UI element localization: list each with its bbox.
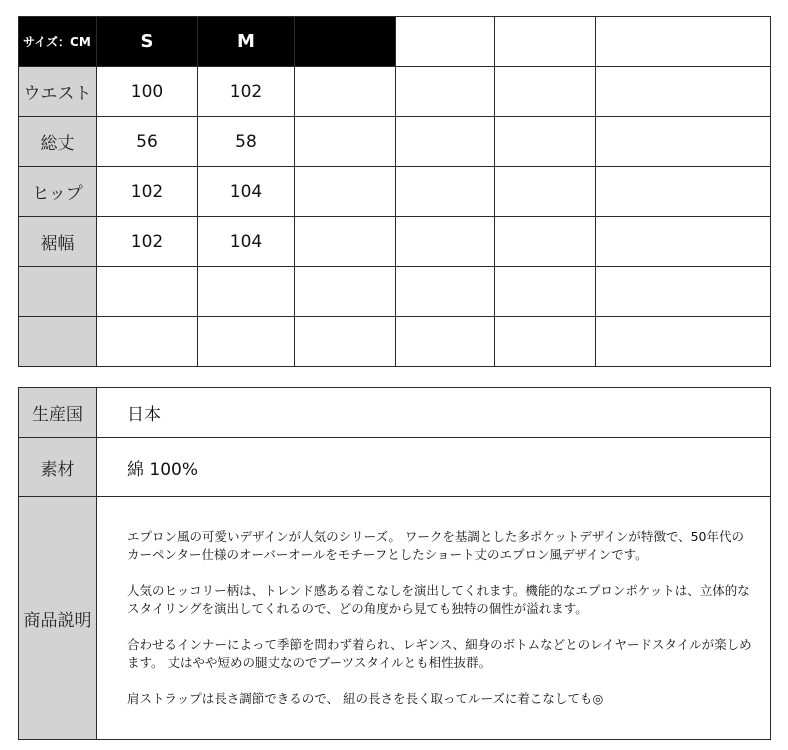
size-empty-cell xyxy=(596,167,771,217)
material-label: 素材 xyxy=(19,438,97,497)
size-s-header: S xyxy=(97,17,198,67)
value-m-hem: 104 xyxy=(198,217,295,267)
size-header-row xyxy=(19,17,771,67)
value-s-length: 56 xyxy=(97,117,198,167)
size-empty-cell xyxy=(295,167,396,217)
size-empty-cell xyxy=(596,17,771,67)
size-empty-cell xyxy=(396,217,495,267)
size-empty-cell xyxy=(97,317,198,367)
row-label-hip: ヒップ xyxy=(19,167,97,217)
size-empty-cell xyxy=(495,167,596,217)
size-empty-cell xyxy=(596,317,771,367)
description-paragraph: 人気のヒッコリー柄は、トレンド感ある着こなしを演出してくれます。機能的なエプロンポケットは、立体的なスタイリングを演出してくれるので、どの角度から見ても独特の個性が溢れます。 xyxy=(127,583,750,616)
size-empty-cell xyxy=(295,67,396,117)
size-row-hip xyxy=(19,167,771,217)
size-empty-cell xyxy=(495,17,596,67)
description-row xyxy=(19,497,771,740)
description-paragraph: エプロン風の可愛いデザインが人気のシリーズ。 ワークを基調とした多ポケットデザインが特徴で、50年代のカーペンター仕様のオーバーオールをモチーフとしたショート丈のエプロン風デザインです。 xyxy=(127,529,745,562)
row-label-hem: 裾幅 xyxy=(19,217,97,267)
size-empty-header xyxy=(295,17,396,67)
size-row-hem xyxy=(19,217,771,267)
material-row xyxy=(19,438,771,497)
size-empty-cell xyxy=(97,267,198,317)
origin-row xyxy=(19,388,771,438)
value-m-length: 58 xyxy=(198,117,295,167)
size-empty-cell xyxy=(295,317,396,367)
size-empty-cell xyxy=(396,317,495,367)
row-label-length: 総丈 xyxy=(19,117,97,167)
description-paragraph: 合わせるインナーによって季節を問わず着られ、レギンス、細身のボトムなどとのレイヤードスタイルが楽しめます。 丈はやや短めの腿丈なのでブーツスタイルとも相性抜群。 xyxy=(127,637,752,670)
size-empty-cell xyxy=(295,267,396,317)
value-s-hip: 102 xyxy=(97,167,198,217)
size-empty-cell xyxy=(596,117,771,167)
size-empty-cell xyxy=(495,217,596,267)
size-table xyxy=(18,16,771,367)
row-label-empty xyxy=(19,317,97,367)
product-info-table xyxy=(18,387,771,740)
size-empty-cell xyxy=(295,117,396,167)
description-paragraph: 肩ストラップは長さ調節できるので、 紐の長さを長く取ってルーズに着こなしても◎ xyxy=(127,691,604,706)
origin-value: 日本 xyxy=(97,388,771,438)
size-empty-cell xyxy=(396,267,495,317)
origin-label: 生産国 xyxy=(19,388,97,438)
size-unit-label: サイズ：CM xyxy=(19,17,97,67)
value-m-waist: 102 xyxy=(198,67,295,117)
size-empty-cell xyxy=(596,67,771,117)
row-label-waist: ウエスト xyxy=(19,67,97,117)
size-empty-cell xyxy=(495,317,596,367)
size-m-header: M xyxy=(198,17,295,67)
size-empty-cell xyxy=(198,267,295,317)
value-m-hip: 104 xyxy=(198,167,295,217)
value-s-waist: 100 xyxy=(97,67,198,117)
size-empty-cell xyxy=(495,267,596,317)
size-row-empty xyxy=(19,317,771,367)
size-empty-cell xyxy=(396,17,495,67)
value-s-hem: 102 xyxy=(97,217,198,267)
size-empty-cell xyxy=(396,117,495,167)
size-empty-cell xyxy=(295,217,396,267)
material-value: 綿 100% xyxy=(97,438,771,497)
description-label: 商品説明 xyxy=(19,497,97,740)
size-empty-cell xyxy=(596,217,771,267)
size-row-length xyxy=(19,117,771,167)
size-empty-cell xyxy=(396,67,495,117)
size-empty-cell xyxy=(495,67,596,117)
size-empty-cell xyxy=(396,167,495,217)
size-row-waist xyxy=(19,67,771,117)
size-row-empty xyxy=(19,267,771,317)
description-text xyxy=(97,497,771,740)
size-empty-cell xyxy=(596,267,771,317)
row-label-empty xyxy=(19,267,97,317)
size-empty-cell xyxy=(198,317,295,367)
size-empty-cell xyxy=(495,117,596,167)
